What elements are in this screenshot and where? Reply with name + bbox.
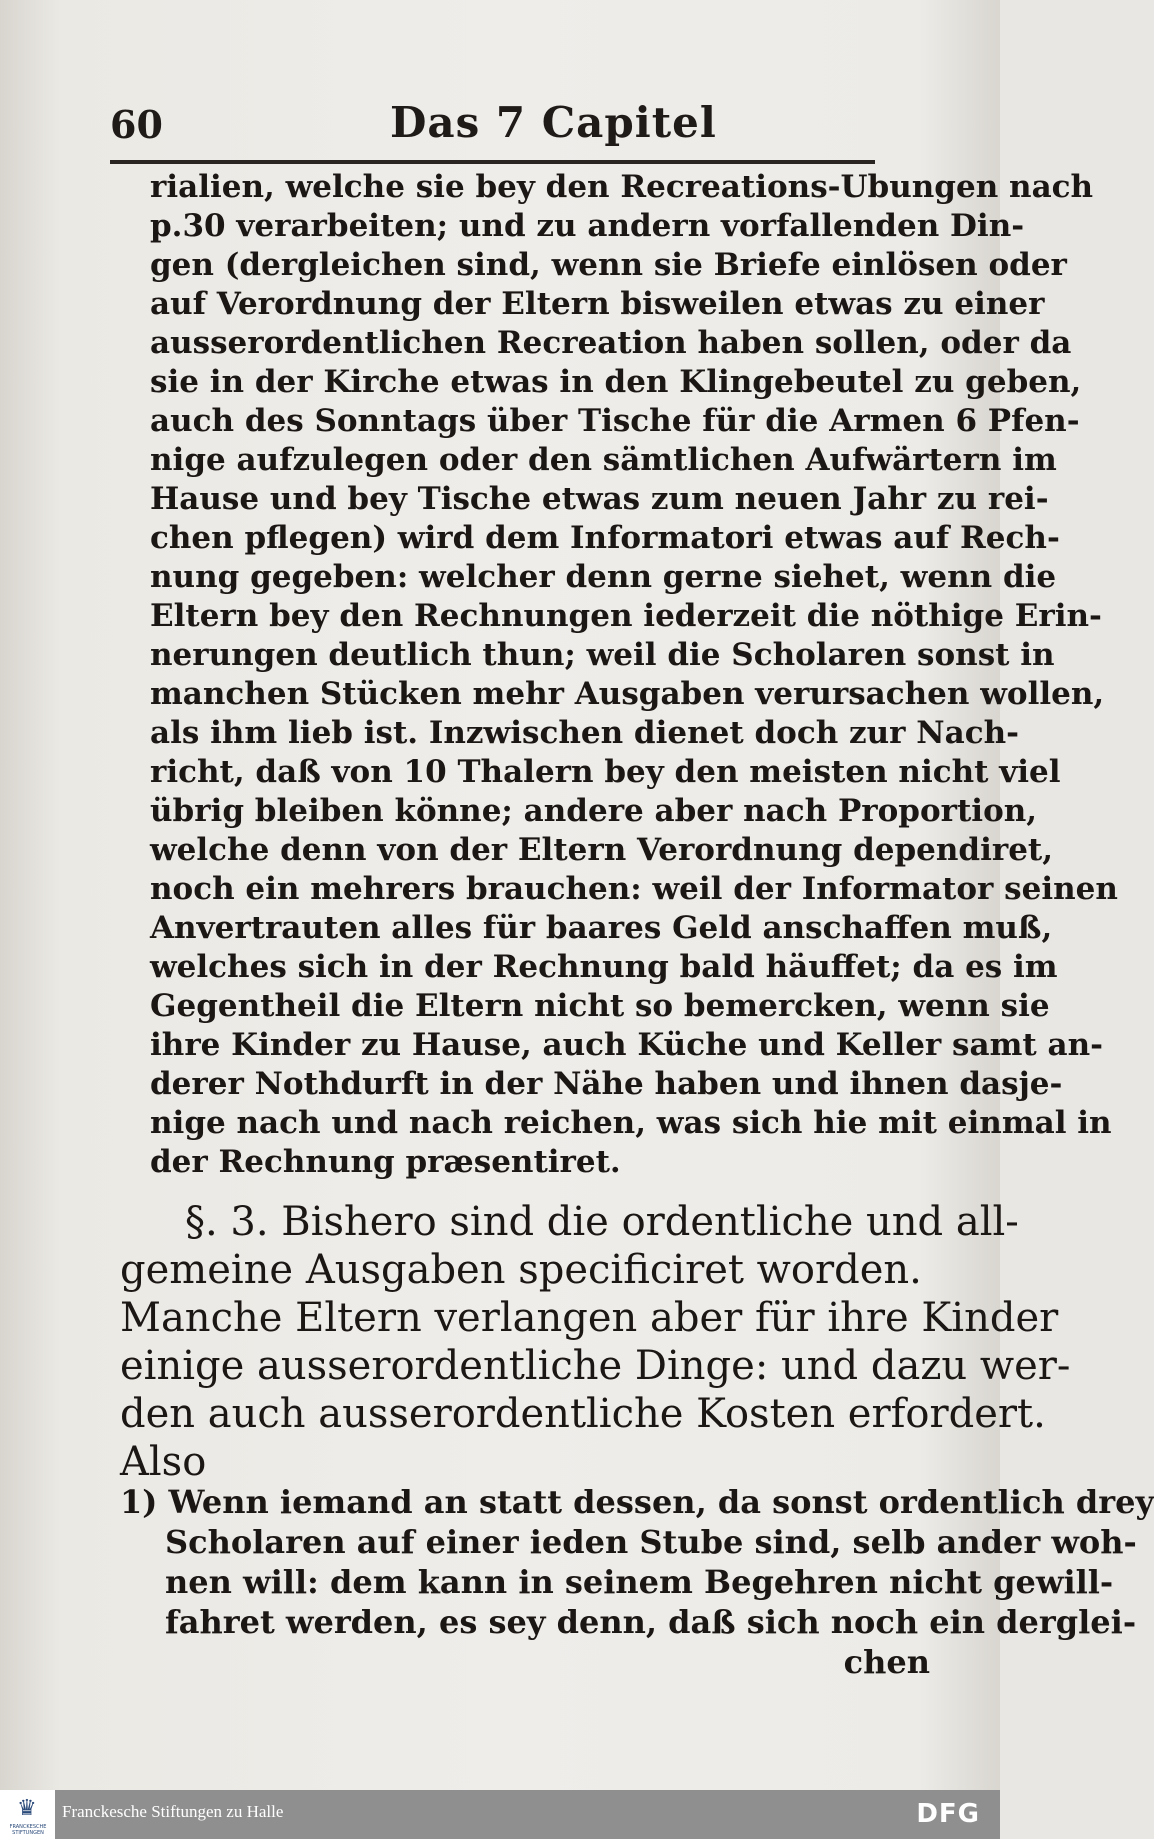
text-line: §. 3. Bishero sind die ordentliche und all- [185, 1199, 1019, 1245]
text-line: Also [120, 1439, 207, 1485]
franckesche-logo-icon: ♛ [17, 1796, 37, 1821]
institution-logo[interactable] [0, 1790, 55, 1839]
text-line: Gegentheil die Eltern nicht so bemercken, wenn sie [150, 988, 1050, 1024]
text-line: richt, daß von 10 Thalern bey den meisten nicht viel [150, 754, 1061, 790]
text-line: fahret werden, es sey denn, daß sich noch ein derglei- [165, 1603, 1137, 1641]
text-line: übrig bleiben könne; andere aber nach Proportion, [150, 793, 1038, 829]
body-paragraph [150, 168, 1118, 1182]
text-line: chen pflegen) wird dem Informatori etwas auf Rech- [150, 520, 1060, 556]
text-line: Manche Eltern verlangen aber für ihre Kinder [120, 1295, 1059, 1341]
dfg-logo[interactable]: DFG [916, 1799, 980, 1829]
institution-name[interactable]: Franckesche Stiftungen zu Halle [62, 1802, 284, 1821]
text-line: 1) Wenn iemand an statt dessen, da sonst ordentlich drey [120, 1483, 1154, 1521]
text-line: welches sich in der Rechnung bald häuffet; da es im [150, 949, 1058, 985]
text-line: einige ausserordentliche Dinge: und dazu wer- [120, 1343, 1071, 1389]
header-rule [110, 160, 875, 164]
page-number: 60 [110, 102, 163, 147]
text-line: welche denn von der Eltern Verordnung dependiret, [150, 832, 1054, 868]
text-line: nerungen deutlich thun; weil die Scholaren sonst in [150, 637, 1055, 673]
text-line: nige nach und nach reichen, was sich hie mit einmal in [150, 1105, 1112, 1141]
text-line: der Rechnung præsentiret. [150, 1144, 621, 1180]
text-line: p.30 verarbeiten; und zu andern vorfallenden Din- [150, 208, 1025, 244]
text-line: den auch ausserordentliche Kosten erfordert. [120, 1391, 1046, 1437]
text-line: auch des Sonntags über Tische für die Armen 6 Pfen- [150, 403, 1080, 439]
text-line: als ihm lieb ist. Inzwischen dienet doch zur Nach- [150, 715, 1019, 751]
text-line: manchen Stücken mehr Ausgaben verursachen wollen, [150, 676, 1105, 712]
text-line: nen will: dem kann in seinem Begehren nicht gewill- [165, 1563, 1114, 1601]
text-line: nige aufzulegen oder den sämtlichen Aufwärtern im [150, 442, 1057, 478]
text-line: Scholaren auf einer ieden Stube sind, selb ander woh- [165, 1523, 1137, 1561]
text-line: noch ein mehrers brauchen: weil der Informator seinen [150, 871, 1118, 907]
page-header [110, 98, 875, 150]
text-line: derer Nothdurft in der Nähe haben und ihnen dasje- [150, 1066, 1063, 1102]
text-line: ausserordentlichen Recreation haben sollen, oder da [150, 325, 1072, 361]
running-title: Das 7 Capitel [390, 98, 717, 147]
text-line: nung gegeben: welcher denn gerne siehet, wenn die [150, 559, 1057, 595]
viewer-footer-bar [0, 1790, 1000, 1839]
text-line: gemeine Ausgaben specificiret worden. [120, 1247, 922, 1293]
text-line: ihre Kinder zu Hause, auch Küche und Keller samt an- [150, 1027, 1103, 1063]
text-line: Anvertrauten alles für baares Geld anschaffen muß, [150, 910, 1053, 946]
logo-text: FRANCKESCHE STIFTUNGEN [9, 1824, 47, 1836]
numbered-item-1 [120, 1482, 1154, 1682]
text-line: Eltern bey den Rechnungen iederzeit die nöthige Erin- [150, 598, 1102, 634]
text-line: Hause und bey Tische etwas zum neuen Jahr zu rei- [150, 481, 1049, 517]
text-line: sie in der Kirche etwas in den Klingebeutel zu geben, [150, 364, 1082, 400]
text-line: auf Verordnung der Eltern bisweilen etwas zu einer [150, 286, 1045, 322]
text-line: gen (dergleichen sind, wenn sie Briefe einlösen oder [150, 247, 1067, 283]
section-3-paragraph [120, 1198, 1071, 1486]
text-line: rialien, welche sie bey den Recreations-Ubungen nach [150, 169, 1094, 205]
catchword: chen [843, 1643, 930, 1681]
